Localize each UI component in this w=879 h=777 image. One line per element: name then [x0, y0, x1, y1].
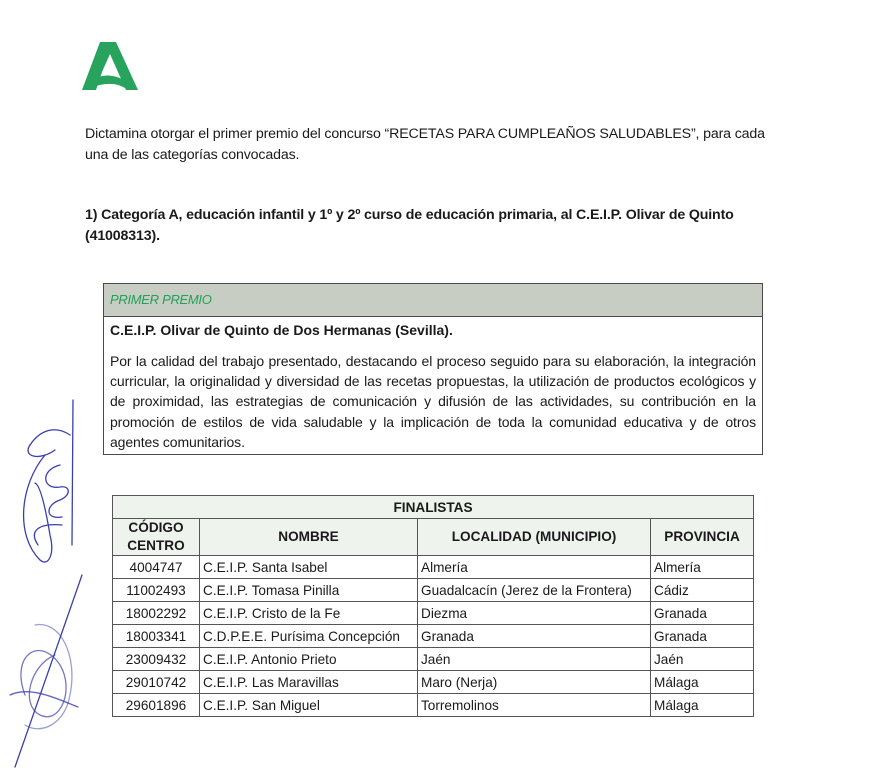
column-header-locality: LOCALIDAD (MUNICIPIO): [418, 519, 651, 556]
table-row: [113, 602, 754, 625]
cell-locality: Guadalcacín (Jerez de la Frontera): [418, 579, 651, 602]
handwritten-signature: [0, 395, 100, 775]
table-row: [113, 579, 754, 602]
column-header-name: NOMBRE: [200, 519, 418, 556]
table-row: [113, 556, 754, 579]
cell-code: 29010742: [113, 671, 200, 694]
column-header-code-text: CÓDIGO CENTRO: [127, 520, 185, 553]
prize-description: Por la calidad del trabajo presentado, destacando el proceso seguido para su elaboración, la integración curricular, la originalidad y diversidad de las recetas propuestas, la utilización de productos ecológicos y de proximidad, las estrategias de comunicación y difusión de las actividades, su contribución en la promoción de estilos de vida saludable y la implicación de toda la comunidad educativa y de otros agentes comunitarios.: [110, 353, 756, 450]
cell-name: C.E.I.P. San Miguel: [200, 694, 418, 717]
cell-province: Cádiz: [651, 579, 754, 602]
cell-locality: Jaén: [418, 648, 651, 671]
cell-locality: Diezma: [418, 602, 651, 625]
cell-code: 23009432: [113, 648, 200, 671]
column-header-row: [113, 519, 754, 556]
cell-locality: Torremolinos: [418, 694, 651, 717]
cell-name: C.E.I.P. Cristo de la Fe: [200, 602, 418, 625]
finalists-title-row: [113, 496, 754, 519]
cell-code: 11002493: [113, 579, 200, 602]
cell-code: 18002292: [113, 602, 200, 625]
cell-name: C.D.P.E.E. Purísima Concepción: [200, 625, 418, 648]
prize-box: [103, 283, 763, 455]
prize-school: C.E.I.P. Olivar de Quinto de Dos Hermanas (Sevilla).: [110, 322, 453, 338]
prize-header: PRIMER PREMIO: [104, 284, 762, 317]
cell-name: C.E.I.P. Tomasa Pinilla: [200, 579, 418, 602]
cell-name: C.E.I.P. Las Maravillas: [200, 671, 418, 694]
cell-code: 29601896: [113, 694, 200, 717]
cell-name: C.E.I.P. Antonio Prieto: [200, 648, 418, 671]
cell-locality: Almería: [418, 556, 651, 579]
intro-paragraph: Dictamina otorgar el primer premio del concurso “RECETAS PARA CUMPLEAÑOS SALUDABLES”, para cada una de las categorías convocadas.: [85, 126, 765, 163]
cell-locality: Maro (Nerja): [418, 671, 651, 694]
finalists-title: FINALISTAS: [113, 496, 754, 519]
table-row: [113, 648, 754, 671]
cell-name: C.E.I.P. Santa Isabel: [200, 556, 418, 579]
cell-code: 4004747: [113, 556, 200, 579]
category-heading: 1) Categoría A, educación infantil y 1º y 2º curso de educación primaria, al C.E.I.P. Olivar de Quinto (41008313).: [85, 207, 734, 244]
cell-province: Málaga: [651, 671, 754, 694]
cell-province: Granada: [651, 602, 754, 625]
column-header-code: [113, 519, 200, 556]
cell-province: Málaga: [651, 694, 754, 717]
cell-locality: Granada: [418, 625, 651, 648]
cell-province: Granada: [651, 625, 754, 648]
table-row: [113, 671, 754, 694]
cell-province: Jaén: [651, 648, 754, 671]
table-row: [113, 625, 754, 648]
cell-province: Almería: [651, 556, 754, 579]
column-header-province: PROVINCIA: [651, 519, 754, 556]
cell-code: 18003341: [113, 625, 200, 648]
finalists-table: [112, 495, 754, 717]
junta-andalucia-logo: [82, 42, 138, 92]
table-row: [113, 694, 754, 717]
